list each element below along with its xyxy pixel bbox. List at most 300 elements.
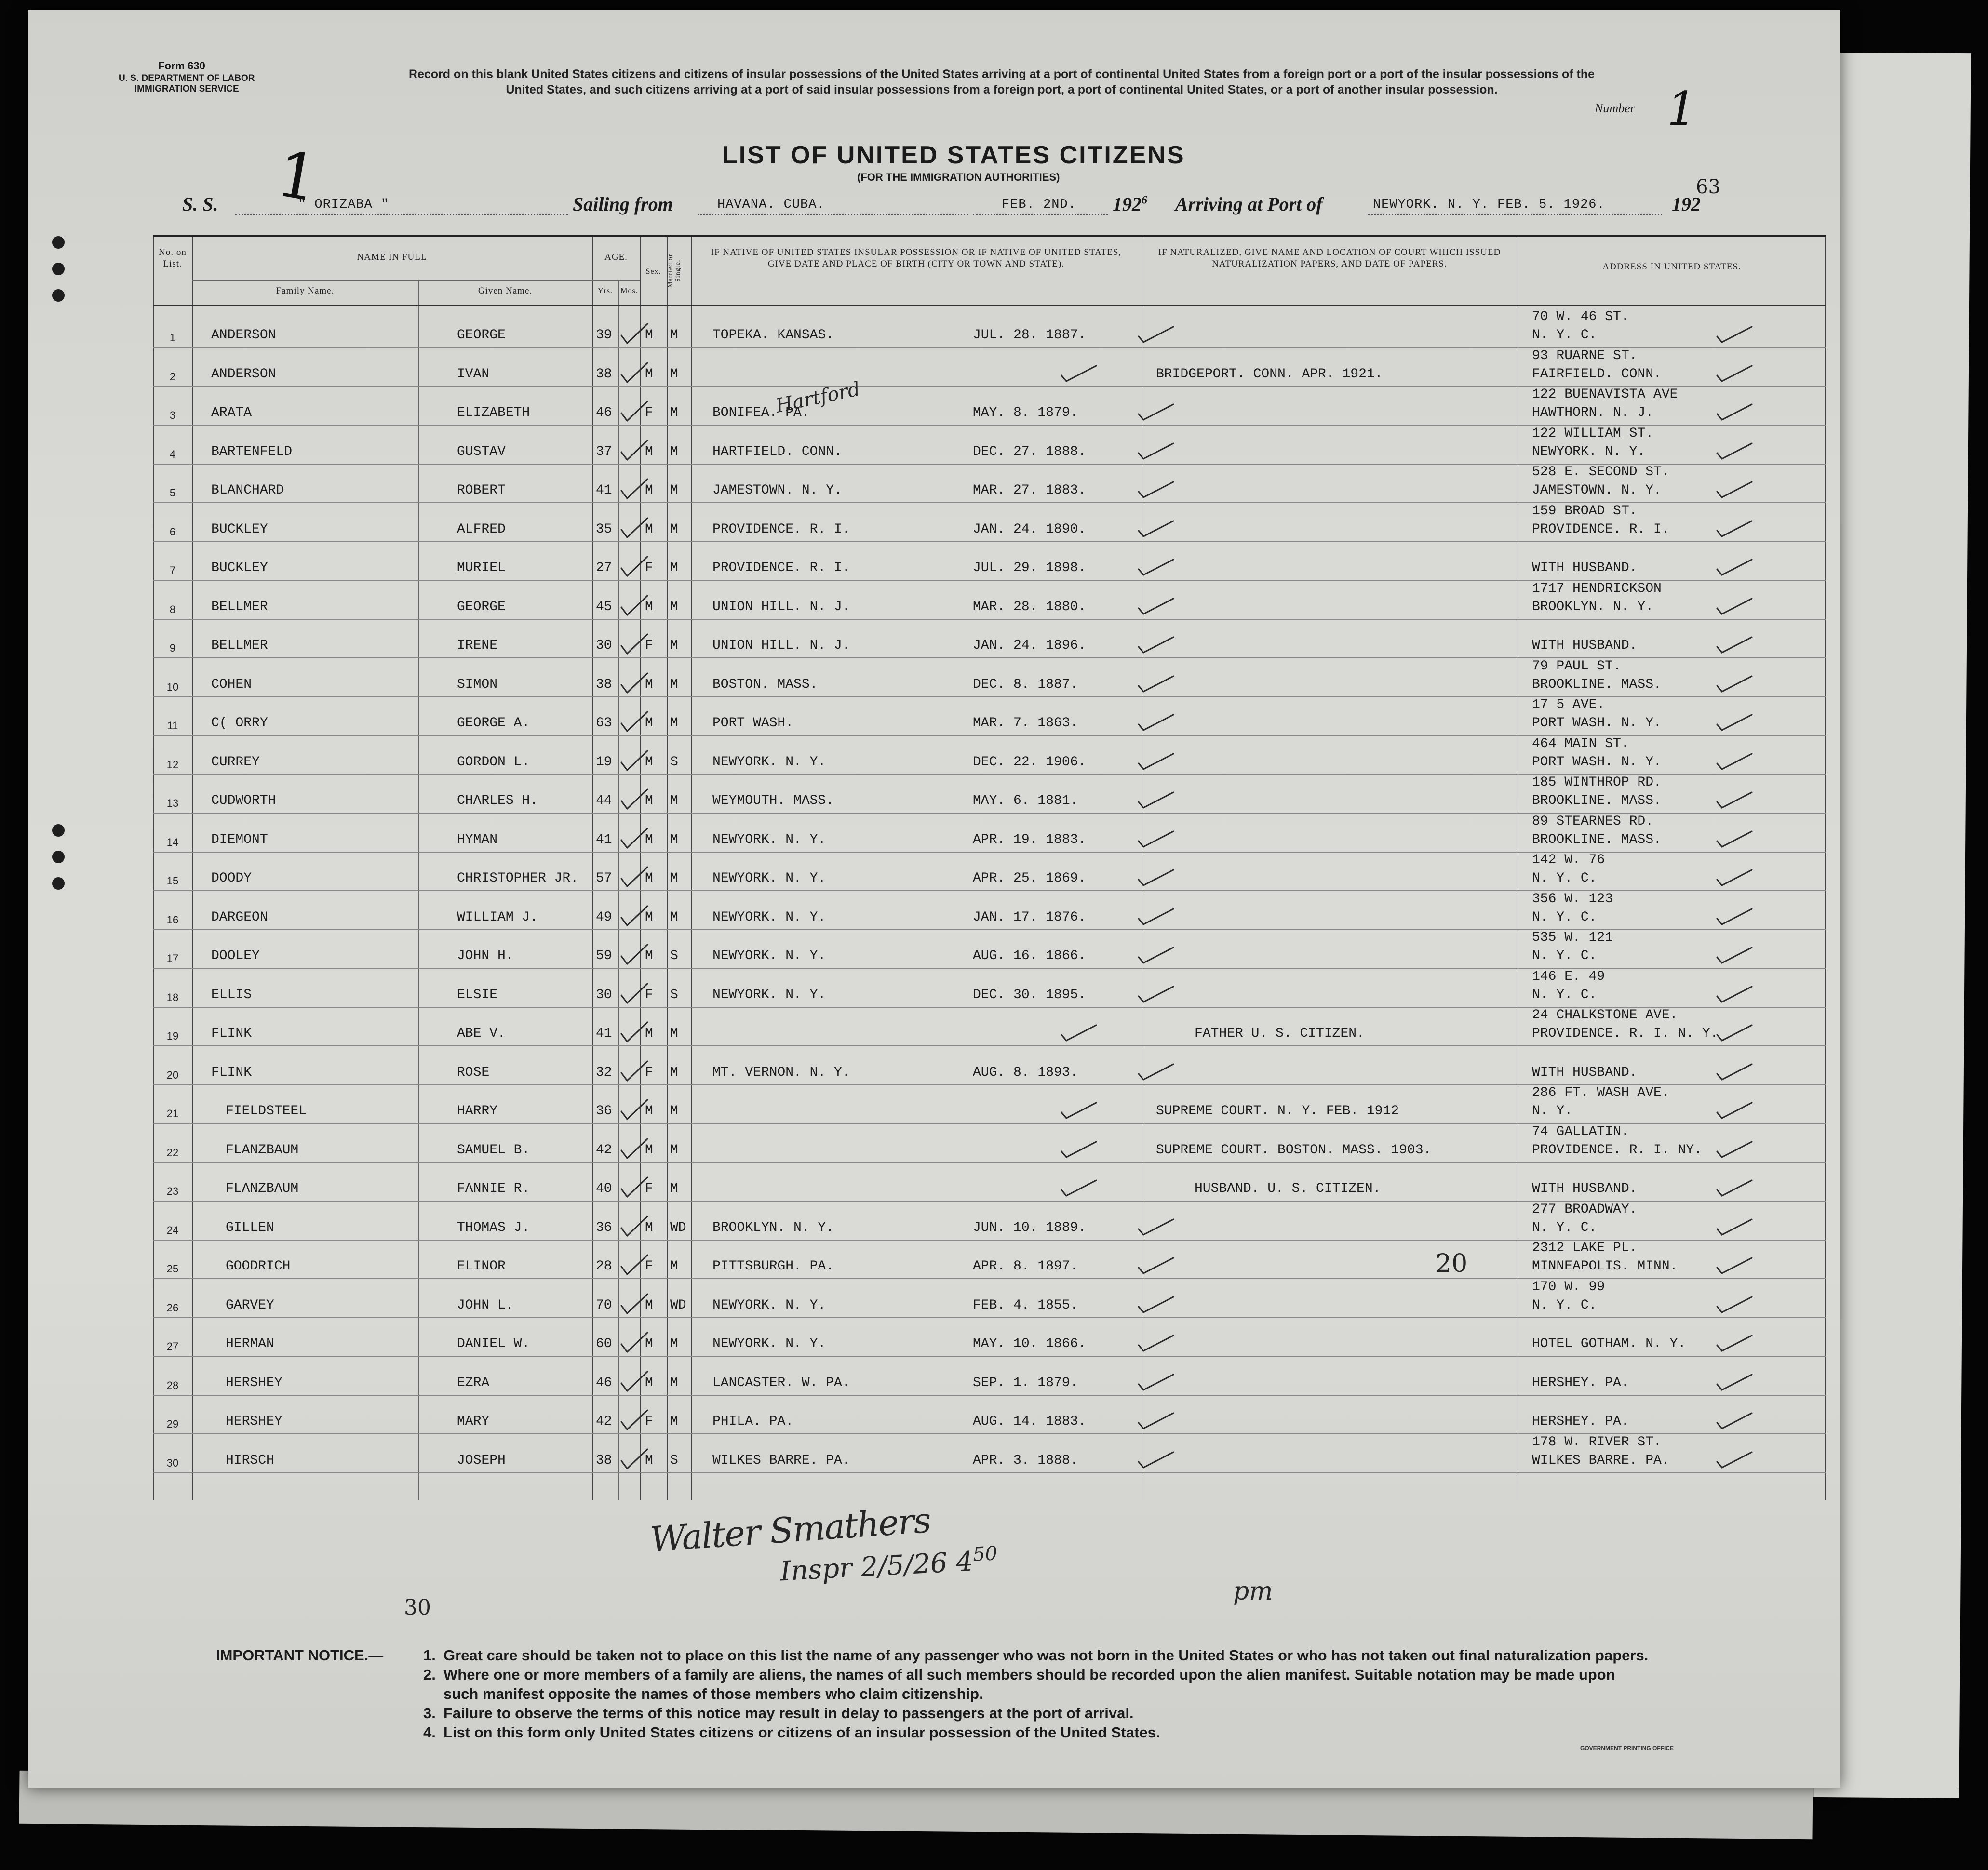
- marital-status: M: [670, 832, 678, 847]
- address-line: N. Y. C.: [1532, 1220, 1597, 1235]
- given-name: DANIEL W.: [457, 1336, 530, 1351]
- address-line: BROOKLINE. MASS.: [1532, 793, 1662, 808]
- birth-date: APR. 3. 1888.: [973, 1453, 1078, 1468]
- given-name: WILLIAM J.: [457, 909, 538, 925]
- given-name: SAMUEL B.: [457, 1142, 530, 1158]
- sex: M: [645, 1220, 653, 1235]
- check-mark-icon: [1137, 322, 1175, 346]
- birth-place: BOSTON. MASS.: [712, 677, 818, 692]
- check-mark-icon: [1715, 1408, 1754, 1432]
- handwritten-correction: Hartford: [774, 378, 862, 417]
- family-name: BUCKLEY: [211, 521, 268, 537]
- given-name: GEORGE: [457, 599, 506, 614]
- address-line: FAIRFIELD. CONN.: [1532, 366, 1662, 382]
- birth-place: WEYMOUTH. MASS.: [712, 793, 834, 808]
- marital-status: M: [670, 1065, 678, 1080]
- punch-hole: [52, 877, 65, 890]
- age-years: 27: [596, 561, 612, 575]
- family-name: GILLEN: [226, 1220, 274, 1235]
- birth-date: MAY. 6. 1881.: [973, 793, 1078, 808]
- address-line: 464 MAIN ST.: [1532, 736, 1629, 751]
- marital-status: M: [670, 521, 678, 537]
- marital-status: M: [670, 677, 678, 692]
- check-mark-icon: [1715, 361, 1754, 385]
- notice-number: 3.: [423, 1705, 436, 1722]
- birth-date: APR. 19. 1883.: [973, 832, 1087, 847]
- address-line: 70 W. 46 ST.: [1532, 309, 1629, 324]
- naturalization: SUPREME COURT. N. Y. FEB. 1912: [1156, 1104, 1399, 1119]
- given-name: MURIEL: [457, 561, 506, 575]
- passenger-table: [153, 235, 1826, 1606]
- punch-hole: [52, 289, 65, 302]
- birth-place: PROVIDENCE. R. I.: [712, 521, 850, 537]
- marital-status: M: [670, 1142, 678, 1158]
- row-number: 29: [166, 1418, 179, 1430]
- sex: M: [645, 948, 653, 963]
- marital-status: S: [670, 754, 678, 770]
- marital-status: M: [670, 599, 678, 614]
- address-line: 178 W. RIVER ST.: [1532, 1434, 1662, 1450]
- check-mark-icon: [1137, 1408, 1175, 1432]
- sex: F: [645, 1181, 653, 1196]
- check-mark-icon: [618, 943, 657, 967]
- marital-status: M: [670, 1104, 678, 1119]
- marital-status: M: [670, 1414, 678, 1429]
- row-number: 10: [166, 681, 179, 693]
- address-line: PROVIDENCE. R. I. N. Y.: [1532, 1026, 1719, 1041]
- birth-place: NEWYORK. N. Y.: [712, 1336, 826, 1351]
- given-name: EZRA: [457, 1375, 490, 1390]
- age-years: 35: [596, 521, 612, 537]
- birth-date: MAY. 8. 1879.: [973, 405, 1078, 420]
- sex: M: [645, 716, 653, 731]
- address-line: WILKES BARRE. PA.: [1532, 1453, 1670, 1468]
- check-mark-icon: [618, 632, 657, 656]
- family-name: ELLIS: [211, 987, 252, 1002]
- check-mark-icon: [1137, 1215, 1175, 1239]
- naturalization: FATHER U. S. CITIZEN.: [1195, 1026, 1365, 1041]
- department-label: U. S. DEPARTMENT OF LABOR: [119, 73, 255, 83]
- age-years: 32: [596, 1065, 612, 1080]
- row-number: 21: [166, 1108, 179, 1120]
- given-name: ROBERT: [457, 483, 506, 498]
- birth-date: SEP. 1. 1879.: [973, 1375, 1078, 1390]
- row-number: 25: [166, 1263, 179, 1275]
- address-line: N. Y. C.: [1532, 1297, 1597, 1313]
- check-mark-icon: [1715, 1292, 1754, 1316]
- arriving-label: Arriving at Port of: [1175, 193, 1323, 215]
- address-line: BROOKLINE. MASS.: [1532, 677, 1662, 692]
- age-years: 39: [596, 328, 612, 343]
- check-mark-icon: [1137, 1292, 1175, 1316]
- sex: F: [645, 561, 653, 575]
- address-line: 159 BROAD ST.: [1532, 503, 1638, 519]
- check-mark-icon: [1715, 1098, 1754, 1122]
- birth-place: PITTSBURGH. PA.: [712, 1259, 834, 1274]
- family-name: FIELDSTEEL: [226, 1104, 307, 1119]
- row-number: 4: [169, 448, 176, 460]
- given-name: THOMAS J.: [457, 1220, 530, 1235]
- address-line: 2312 LAKE PL.: [1532, 1241, 1638, 1256]
- sailing-date: FEB. 2ND.: [1002, 198, 1076, 212]
- sex: M: [645, 1375, 653, 1390]
- family-name: DOODY: [211, 871, 252, 886]
- row-number: 3: [169, 409, 176, 421]
- birth-place: LANCASTER. W. PA.: [712, 1375, 850, 1390]
- address-line: 17 5 AVE.: [1532, 697, 1605, 712]
- marital-status: M: [670, 909, 678, 925]
- marital-status: M: [670, 366, 678, 382]
- family-name: HERSHEY: [226, 1375, 282, 1390]
- address-line: N. Y. C.: [1532, 909, 1597, 925]
- punch-hole: [52, 824, 65, 837]
- row-number: 26: [166, 1301, 179, 1314]
- check-mark-icon: [1715, 982, 1754, 1006]
- header-given: Given Name.: [478, 286, 533, 296]
- address-line: 535 W. 121: [1532, 930, 1613, 945]
- age-years: 46: [596, 405, 612, 420]
- age-years: 41: [596, 483, 612, 498]
- check-mark-icon: [1715, 400, 1754, 424]
- row-number: 30: [166, 1456, 179, 1469]
- check-mark-icon: [618, 982, 657, 1006]
- check-mark-icon: [618, 1098, 657, 1122]
- address-line: HAWTHORN. N. J.: [1532, 405, 1654, 420]
- address-line: N. Y. C.: [1532, 948, 1597, 963]
- year2-label: 192: [1672, 193, 1701, 215]
- sex: M: [645, 871, 653, 886]
- check-mark-icon: [1137, 1331, 1175, 1355]
- given-name: CHARLES H.: [457, 793, 538, 808]
- sex: F: [645, 1414, 653, 1429]
- check-mark-icon: [1137, 749, 1175, 773]
- family-name: FLANZBAUM: [226, 1181, 299, 1196]
- given-name: ELSIE: [457, 987, 498, 1002]
- form-number: Form 630: [158, 60, 205, 72]
- sex: M: [645, 1104, 653, 1119]
- check-mark-icon: [1715, 1215, 1754, 1239]
- family-name: COHEN: [211, 677, 252, 692]
- check-mark-icon: [1715, 477, 1754, 501]
- address-line: 93 RUARNE ST.: [1532, 348, 1638, 363]
- row-number: 9: [169, 642, 176, 654]
- marital-status: WD: [670, 1220, 686, 1235]
- row-number: 15: [166, 875, 179, 887]
- naturalization: HUSBAND. U. S. CITIZEN.: [1195, 1181, 1381, 1196]
- address-line: BROOKLYN. N. Y.: [1532, 599, 1654, 614]
- birth-place: NEWYORK. N. Y.: [712, 987, 826, 1002]
- check-mark-icon: [618, 594, 657, 618]
- family-name: FLANZBAUM: [226, 1142, 299, 1158]
- marital-status: M: [670, 405, 678, 420]
- given-name: ROSE: [457, 1065, 490, 1080]
- service-label: IMMIGRATION SERVICE: [134, 84, 239, 94]
- given-name: ELINOR: [457, 1259, 506, 1274]
- check-mark-icon: [1137, 710, 1175, 734]
- age-years: 40: [596, 1181, 612, 1196]
- check-mark-icon: [618, 1137, 657, 1161]
- check-mark-icon: [618, 1253, 657, 1277]
- age-years: 42: [596, 1414, 612, 1429]
- row-number: 24: [166, 1224, 179, 1236]
- check-mark-icon: [1137, 1447, 1175, 1471]
- marital-status: M: [670, 483, 678, 498]
- check-mark-icon: [618, 477, 657, 501]
- birth-date: DEC. 8. 1887.: [973, 677, 1078, 692]
- sex: M: [645, 909, 653, 925]
- page-title: LIST OF UNITED STATES CITIZENS: [722, 141, 1185, 169]
- age-years: 57: [596, 871, 612, 886]
- given-name: ELIZABETH: [457, 405, 530, 420]
- given-name: JOHN L.: [457, 1297, 514, 1313]
- birth-date: JUL. 28. 1887.: [973, 328, 1087, 343]
- birth-place: NEWYORK. N. Y.: [712, 754, 826, 770]
- check-mark-icon: [618, 671, 657, 695]
- row-number: 2: [169, 370, 176, 383]
- row-number: 23: [166, 1185, 179, 1197]
- punch-hole: [52, 851, 65, 863]
- arriving-port: NEWYORK. N. Y. FEB. 5. 1926.: [1373, 198, 1605, 212]
- birth-date: APR. 25. 1869.: [973, 871, 1087, 886]
- marital-status: S: [670, 1453, 678, 1468]
- check-mark-icon: [618, 1215, 657, 1239]
- marital-status: M: [670, 328, 678, 343]
- check-mark-icon: [618, 904, 657, 928]
- sex: M: [645, 483, 653, 498]
- sex: F: [645, 987, 653, 1002]
- given-name: ABE V.: [457, 1026, 506, 1041]
- check-mark-icon: [1715, 1370, 1754, 1394]
- marital-status: M: [670, 1336, 678, 1351]
- address-line: 146 E. 49: [1532, 969, 1605, 984]
- notice-number: 2.: [423, 1666, 436, 1683]
- family-name: BARTENFELD: [211, 444, 293, 459]
- age-years: 38: [596, 677, 612, 692]
- address-line: WITH HUSBAND.: [1532, 1181, 1638, 1196]
- age-years: 38: [596, 366, 612, 382]
- check-mark-icon: [618, 400, 657, 424]
- address-line: 74 GALLATIN.: [1532, 1124, 1629, 1139]
- family-name: HERSHEY: [226, 1414, 282, 1429]
- marital-status: M: [670, 638, 678, 653]
- check-mark-icon: [618, 1408, 657, 1432]
- family-name: DARGEON: [211, 909, 268, 925]
- notice-item: Where one or more members of a family are aliens, the names of all such members should be recorded upon the alien manifest. Suitable notation may be made upon: [443, 1666, 1615, 1683]
- row-number: 11: [167, 720, 178, 732]
- row-number: 16: [166, 913, 179, 926]
- birth-place: NEWYORK. N. Y.: [712, 832, 826, 847]
- check-mark-icon: [1137, 516, 1175, 540]
- marital-status: M: [670, 716, 678, 731]
- birth-place: JAMESTOWN. N. Y.: [712, 483, 842, 498]
- address-line: WITH HUSBAND.: [1532, 638, 1638, 653]
- row-number: 12: [166, 758, 179, 771]
- sex: M: [645, 599, 653, 614]
- sex: M: [645, 793, 653, 808]
- birth-date: JAN. 24. 1896.: [973, 638, 1087, 653]
- marital-status: WD: [670, 1297, 686, 1313]
- check-mark-icon: [1715, 1137, 1754, 1161]
- birth-date: JAN. 24. 1890.: [973, 521, 1087, 537]
- check-mark-icon: [1137, 827, 1175, 851]
- birth-place: PHILA. PA.: [712, 1414, 794, 1429]
- sex: M: [645, 677, 653, 692]
- check-mark-icon: [1137, 594, 1175, 618]
- header-family: Family Name.: [276, 286, 335, 296]
- check-mark-icon: [1715, 1059, 1754, 1083]
- check-mark-icon: [1715, 749, 1754, 773]
- birth-place: BONIFEA. PA.: [712, 405, 810, 420]
- family-name: GARVEY: [226, 1297, 274, 1313]
- given-name: JOHN H.: [457, 948, 514, 963]
- birth-date: FEB. 4. 1855.: [973, 1297, 1078, 1313]
- check-mark-icon: [1715, 1447, 1754, 1471]
- birth-place: NEWYORK. N. Y.: [712, 909, 826, 925]
- birth-date: MAR. 7. 1863.: [973, 716, 1078, 731]
- check-mark-icon: [618, 749, 657, 773]
- check-mark-icon: [1715, 943, 1754, 967]
- given-name: CHRISTOPHER JR.: [457, 871, 579, 886]
- birth-date: MAR. 28. 1880.: [973, 599, 1087, 614]
- check-mark-icon: [1137, 1370, 1175, 1394]
- row-number: 27: [166, 1340, 179, 1352]
- sex: M: [645, 1142, 653, 1158]
- birth-date: DEC. 22. 1906.: [973, 754, 1087, 770]
- birth-date: JAN. 17. 1876.: [973, 909, 1087, 925]
- family-name: FLINK: [211, 1065, 252, 1080]
- check-mark-icon: [1060, 1020, 1098, 1044]
- check-mark-icon: [1137, 400, 1175, 424]
- age-years: 41: [596, 832, 612, 847]
- check-mark-icon: [618, 1447, 657, 1471]
- manifest-page: [28, 10, 1840, 1788]
- address-line: 79 PAUL ST.: [1532, 658, 1621, 674]
- family-name: BUCKLEY: [211, 561, 268, 575]
- address-line: N. Y. C.: [1532, 871, 1597, 886]
- marital-status: S: [670, 987, 678, 1002]
- total-count: 30: [404, 1595, 431, 1620]
- check-mark-icon: [1137, 904, 1175, 928]
- family-name: CURREY: [211, 754, 260, 770]
- row-number: 14: [166, 836, 179, 848]
- sex: F: [645, 1259, 653, 1274]
- given-name: FANNIE R.: [457, 1181, 530, 1196]
- sailing-from: HAVANA. CUBA.: [717, 198, 825, 212]
- given-name: SIMON: [457, 677, 498, 692]
- sex: M: [645, 328, 653, 343]
- row-number: 6: [169, 525, 176, 538]
- check-mark-icon: [1715, 516, 1754, 540]
- birth-place: MT. VERNON. N. Y.: [712, 1065, 850, 1080]
- birth-place: TOPEKA. KANSAS.: [712, 328, 834, 343]
- check-mark-icon: [1715, 439, 1754, 463]
- margin-note: 20: [1436, 1249, 1468, 1278]
- marital-status: M: [670, 871, 678, 886]
- notice-item: Great care should be taken not to place on this list the name of any passenger who was not born in the United States or who has not taken out final naturalization papers.: [443, 1647, 1649, 1664]
- check-mark-icon: [618, 1175, 657, 1200]
- birth-place: PORT WASH.: [712, 716, 794, 731]
- check-mark-icon: [1060, 1098, 1098, 1122]
- row-number: 20: [166, 1069, 179, 1081]
- address-line: 142 W. 76: [1532, 853, 1605, 868]
- check-mark-icon: [1715, 1253, 1754, 1277]
- family-name: CUDWORTH: [211, 793, 276, 808]
- row-number: 18: [166, 991, 179, 1003]
- marital-status: M: [670, 1375, 678, 1390]
- sex: M: [645, 444, 653, 459]
- age-years: 49: [596, 909, 612, 925]
- given-name: GORDON L.: [457, 754, 530, 770]
- address-line: PROVIDENCE. R. I. NY.: [1532, 1142, 1702, 1158]
- birth-date: AUG. 16. 1866.: [973, 948, 1087, 963]
- family-name: ANDERSON: [211, 366, 276, 382]
- family-name: HIRSCH: [226, 1453, 274, 1468]
- header-native: IF NATIVE OF UNITED STATES INSULAR POSSESSION OR IF NATIVE OF UNITED STATES, GIVE DATE AND PLACE OF BIRTH (CITY OR TOWN AND STATE).: [711, 247, 1122, 269]
- address-line: BROOKLINE. MASS.: [1532, 832, 1662, 847]
- check-mark-icon: [618, 865, 657, 889]
- sailing-label: Sailing from: [573, 193, 673, 215]
- marital-status: M: [670, 1259, 678, 1274]
- birth-place: NEWYORK. N. Y.: [712, 871, 826, 886]
- handwritten-number: 1: [271, 136, 324, 216]
- family-name: DOOLEY: [211, 948, 260, 963]
- family-name: ANDERSON: [211, 328, 276, 343]
- address-line: N. Y. C.: [1532, 328, 1597, 343]
- sex: M: [645, 1336, 653, 1351]
- notice-item: Failure to observe the terms of this notice may result in delay to passengers at the port of arrival.: [443, 1705, 1134, 1722]
- check-mark-icon: [1060, 361, 1098, 385]
- number-value: 1: [1667, 82, 1697, 136]
- address-line: HERSHEY. PA.: [1532, 1375, 1629, 1390]
- notice-item: such manifest opposite the names of those members who claim citizenship.: [443, 1685, 983, 1702]
- check-mark-icon: [1715, 865, 1754, 889]
- address-line: HOTEL GOTHAM. N. Y.: [1532, 1336, 1686, 1351]
- check-mark-icon: [618, 516, 657, 540]
- age-years: 45: [596, 599, 612, 614]
- address-line: WITH HUSBAND.: [1532, 561, 1638, 575]
- birth-date: MAY. 10. 1866.: [973, 1336, 1087, 1351]
- header-yrs: Yrs.: [597, 287, 613, 295]
- sex: M: [645, 521, 653, 537]
- ship-name: " ORIZABA ": [298, 198, 390, 212]
- given-name: JOSEPH: [457, 1453, 506, 1468]
- age-years: 38: [596, 1453, 612, 1468]
- row-number: 13: [166, 797, 179, 809]
- notice-number: 1.: [423, 1647, 436, 1664]
- punch-hole: [52, 263, 65, 275]
- check-mark-icon: [1137, 788, 1175, 812]
- address-line: 1717 HENDRICKSON: [1532, 581, 1662, 596]
- address-line: 356 W. 123: [1532, 891, 1613, 907]
- header-mos: Mos.: [620, 287, 638, 295]
- given-name: MARY: [457, 1414, 490, 1429]
- row-number: 22: [166, 1146, 179, 1159]
- sex: F: [645, 638, 653, 653]
- naturalization: SUPREME COURT. BOSTON. MASS. 1903.: [1156, 1142, 1432, 1158]
- age-years: 30: [596, 638, 612, 653]
- header-age: AGE.: [604, 252, 628, 262]
- stamp-number: 63: [1696, 176, 1720, 198]
- form-instructions: Record on this blank United States citizens and citizens of insular possessions of the United States arriving at a port of continental United States from a foreign port or a port of the insular possessions of the United States, and such citizens arriving at a port of said insular possessions from a foreign port, a port of continental United States, or a port of another insular possession.: [408, 67, 1595, 96]
- check-mark-icon: [1137, 982, 1175, 1006]
- check-mark-icon: [1137, 632, 1175, 656]
- address-line: 89 STEARNES RD.: [1532, 814, 1654, 829]
- age-years: 63: [596, 716, 612, 731]
- birth-place: NEWYORK. N. Y.: [712, 1297, 826, 1313]
- check-mark-icon: [618, 710, 657, 734]
- header-naturalized: IF NATURALIZED, GIVE NAME AND LOCATION OF COURT WHICH ISSUED NATURALIZATION PAPERS, AND DATE OF PAPERS.: [1158, 247, 1501, 269]
- age-years: 41: [596, 1026, 612, 1041]
